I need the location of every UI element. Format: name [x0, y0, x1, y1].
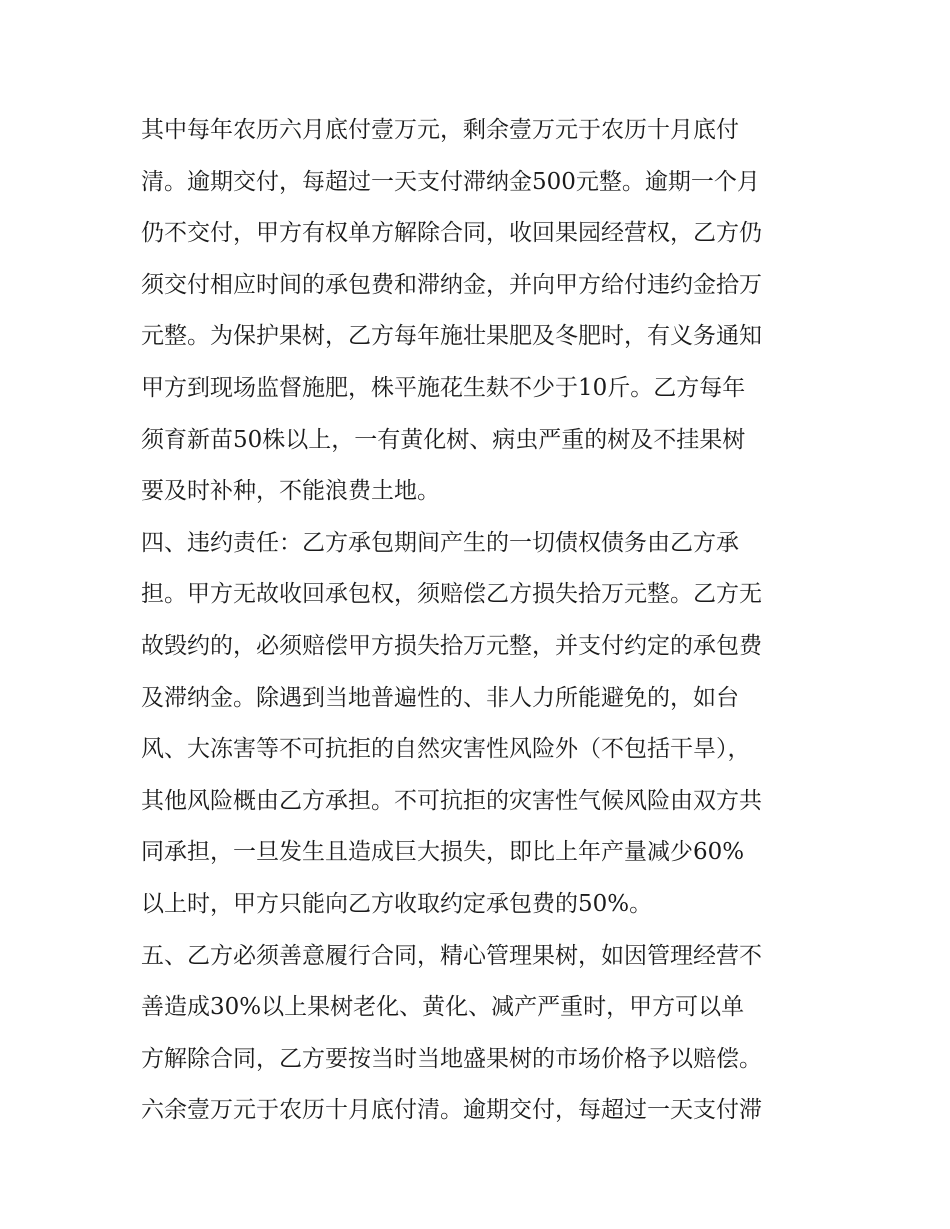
text-line: 及滞纳金。除遇到当地普遍性的、非人力所能避免的，如台	[141, 684, 739, 711]
text-line: 方解除合同，乙方要按当时当地盛果树的市场价格予以赔偿。	[141, 1045, 762, 1072]
text-line: 元整。为保护果树，乙方每年施壮果肥及冬肥时，有义务通知	[141, 323, 762, 350]
section-four-heading-line: 四、违约责任：乙方承包期间产生的一切债权债务由乙方承	[141, 529, 739, 556]
text-line: 其他风险概由乙方承担。不可抗拒的灾害性气候风险由双方共	[141, 787, 762, 814]
text-line: 甲方到现场监督施肥，株平施花生麸不少于10斤。乙方每年	[141, 374, 746, 401]
text-line: 须交付相应时间的承包费和滞纳金，并向甲方给付违约金拾万	[141, 271, 762, 298]
text-line: 担。甲方无故收回承包权，须赔偿乙方损失拾万元整。乙方无	[141, 581, 762, 608]
text-line: 仍不交付，甲方有权单方解除合同，收回果园经营权，乙方仍	[141, 220, 762, 247]
text-line: 要及时补种，不能浪费土地。	[141, 478, 440, 505]
text-line: 其中每年农历六月底付壹万元，剩余壹万元于农历十月底付	[141, 117, 739, 143]
text-line: 清。逾期交付，每超过一天支付滞纳金500元整。逾期一个月	[141, 168, 760, 195]
text-line: 善造成30%以上果树老化、黄化、减产严重时，甲方可以单	[141, 994, 745, 1021]
contract-text-body	[141, 105, 821, 1137]
text-line: 以上时，甲方只能向乙方收取约定承包费的50%。	[141, 890, 653, 917]
section-six-line: 六余壹万元于农历十月底付清。逾期交付，每超过一天支付滞	[141, 1097, 762, 1124]
text-line: 故毁约的，必须赔偿甲方损失拾万元整，并支付约定的承包费	[141, 632, 762, 659]
section-five-heading-line: 五、乙方必须善意履行合同，精心管理果树，如因管理经营不	[141, 942, 762, 969]
text-line: 同承担，一旦发生且造成巨大损失，即比上年产量减少60%	[141, 839, 745, 866]
text-line: 风、大冻害等不可抗拒的自然灾害性风险外（不包括干旱），	[141, 736, 751, 763]
text-line: 须育新苗50株以上，一有黄化树、病虫严重的树及不挂果树	[141, 426, 746, 453]
